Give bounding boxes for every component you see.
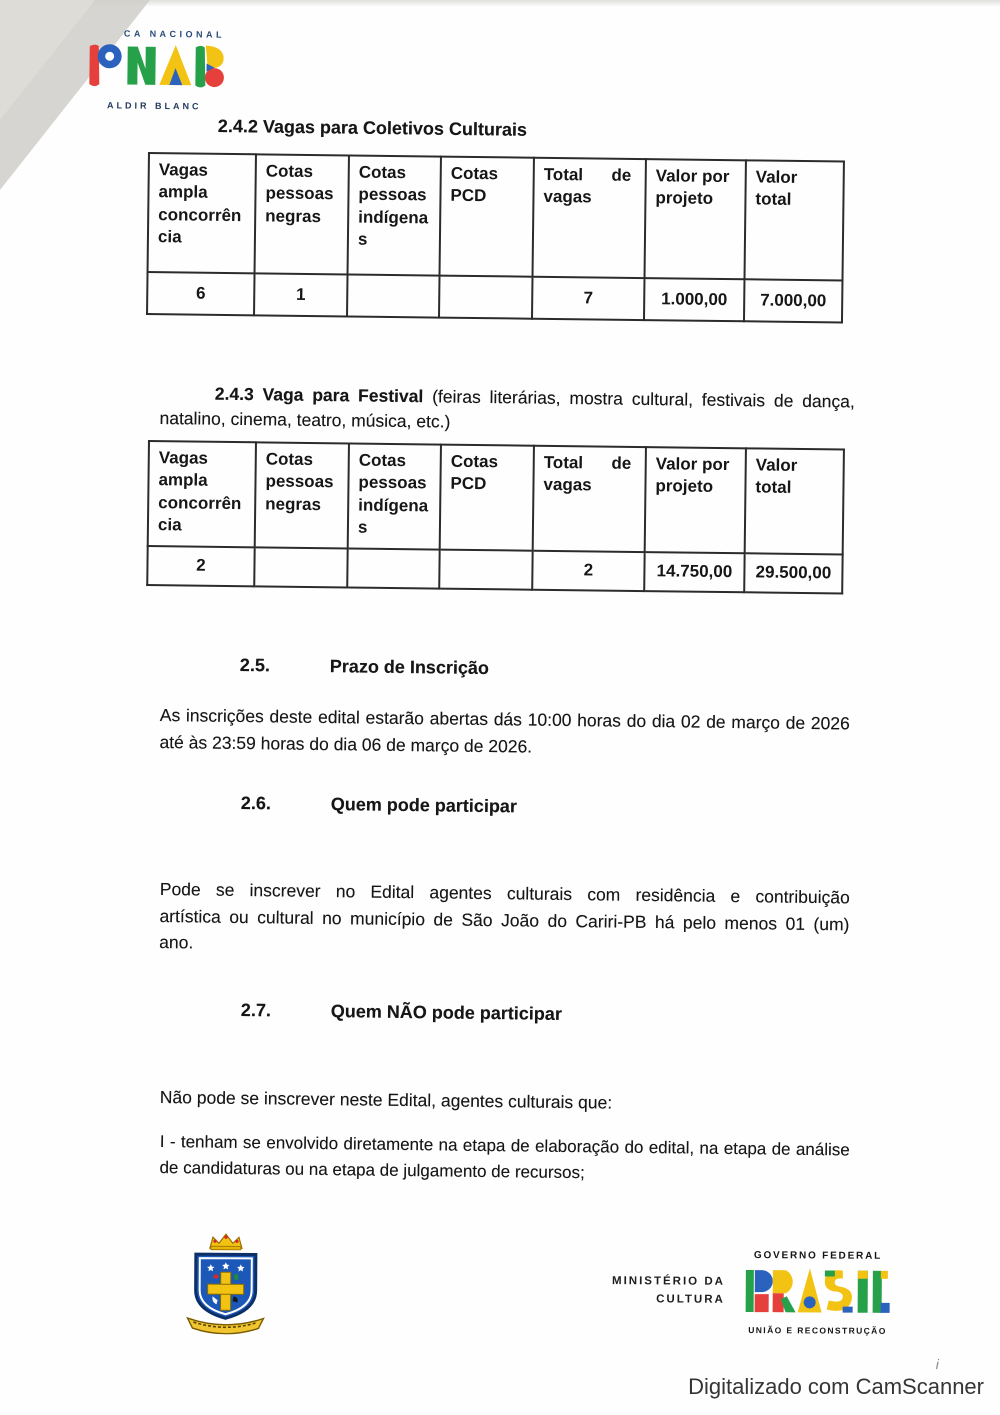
scan-speck: i (934, 1355, 941, 1373)
col-valor-projeto: Valor por projeto (644, 159, 745, 279)
section-243-heading (159, 381, 855, 440)
section-27-number: 2.7. (240, 1000, 272, 1021)
col-vagas-ampla: Vagas ampla concorrên cia (148, 153, 256, 273)
section-26-number: 2.6. (240, 793, 272, 814)
cell-cotas-indigenas (347, 548, 439, 588)
section-242-heading: 2.4.2 Vagas para Coletivos Culturais (217, 116, 528, 140)
cell-total-vagas: 7 (532, 277, 645, 320)
table-coletivos-culturais (146, 152, 845, 324)
cell-vagas-ampla: 2 (147, 546, 254, 586)
col-cotas-negras: Cotas pessoas negras (255, 154, 349, 274)
table-row (147, 546, 842, 593)
cell-valor-projeto: 14.750,00 (644, 552, 744, 592)
section-243-heading-rest: (feiras literárias, mostra cultural, festivais de dança, natalino, cinema, teatro, música, etc.) (159, 385, 855, 432)
section-243-heading-bold: 2.4.3 Vaga para Festival (214, 383, 424, 406)
cell-cotas-pcd (439, 550, 532, 590)
col-cotas-indigenas: Cotas pessoas indígena s (348, 155, 441, 275)
pnab-logo-top-text: CA NACIONAL (123, 28, 226, 40)
pnab-acronym-icon (85, 38, 228, 96)
governo-federal-label: GOVERNO FEDERAL (753, 1250, 883, 1262)
section-26-body: Pode se inscrever no Edital agentes culturais com residência e contribuição artística ou cultural no município de São João do Cariri-PB há pelo menos 01 (um) ano. (159, 878, 850, 953)
cell-cotas-negras: 1 (254, 273, 348, 316)
col-valor-total: Valor total (745, 448, 844, 554)
col-total-vagas: Total de vagas (533, 158, 646, 278)
cell-valor-total: 7.000,00 (744, 279, 843, 322)
table-festival (146, 440, 845, 595)
section-27-intro: Não pode se inscrever neste Edital, agentes culturais que: (159, 1086, 613, 1113)
col-total-vagas: Total de vagas (533, 446, 646, 552)
section-27-title: Quem NÃO pode participar (330, 1001, 563, 1024)
cell-valor-projeto: 1.000,00 (644, 278, 745, 321)
ministry-line-2: CULTURA (656, 1293, 725, 1307)
uniao-e-reconstrucao-label: UNIÃO E RECONSTRUÇÃO (748, 1325, 887, 1336)
pnab-logo (85, 28, 256, 112)
cell-cotas-pcd (439, 276, 533, 319)
col-valor-total: Valor total (744, 160, 843, 280)
municipal-coat-of-arms (181, 1232, 270, 1340)
section-26-title: Quem pode participar (330, 794, 518, 817)
section-25-heading (240, 655, 489, 679)
scan-top-edge (0, 0, 1000, 7)
section-26-heading (241, 793, 517, 817)
ministry-of-culture-label (595, 1272, 725, 1310)
camscanner-watermark: Digitalizado com CamScanner (688, 1374, 984, 1399)
table-header-row (148, 441, 844, 554)
section-25-body: As inscrições deste edital estarão abertas dás 10:00 horas do dia 02 de março de 2026 até às 23:59 horas do dia 06 de março de 2026. (159, 704, 850, 756)
section-27-item-1: I - tenham se envolvido diretamente na etapa de elaboração do edital, na etapa de análise de candidaturas ou na etapa de julgamento de recursos; (159, 1131, 850, 1183)
table-row (147, 272, 842, 322)
section-25-title: Prazo de Inscrição (329, 656, 490, 679)
col-valor-projeto: Valor por projeto (645, 447, 746, 553)
section-25-number: 2.5. (239, 655, 271, 676)
col-cotas-negras: Cotas pessoas negras (255, 442, 349, 548)
pnab-logo-bottom-text: ALDIR BLANC (106, 100, 202, 112)
col-cotas-indigenas: Cotas pessoas indígena s (348, 443, 441, 549)
cell-total-vagas: 2 (532, 551, 644, 591)
col-cotas-pcd: Cotas PCD (440, 445, 534, 551)
col-cotas-pcd: Cotas PCD (440, 157, 534, 277)
cell-cotas-negras (254, 547, 347, 587)
cell-cotas-indigenas (347, 274, 440, 317)
coat-of-arms-icon (181, 1232, 270, 1335)
cell-valor-total: 29.500,00 (744, 553, 842, 593)
ministry-line-1: MINISTÉRIO DA (612, 1275, 725, 1288)
federal-government-logo (743, 1250, 892, 1336)
table-header-row (148, 153, 844, 280)
cell-vagas-ampla: 6 (147, 272, 255, 315)
col-vagas-ampla: Vagas ampla concorrên cia (148, 441, 256, 547)
page-corner-fold-highlight (0, 0, 95, 120)
brasil-wordmark-icon (745, 1263, 891, 1320)
section-27-heading (241, 1000, 562, 1025)
